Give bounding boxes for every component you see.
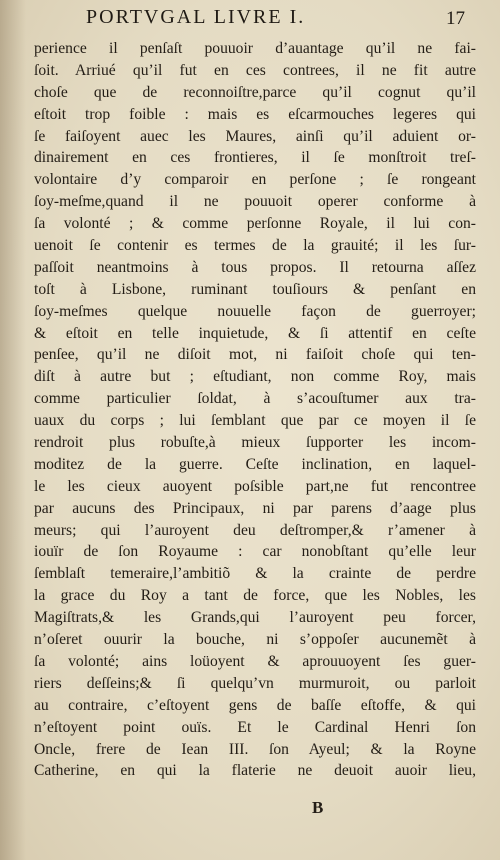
text-line: toſt à Lisbone, ruminant touſiours & penſant en — [34, 280, 476, 298]
text-line: riers deſſeins;& ſi quelqu’vn murmuroit, ou parloit — [34, 674, 476, 692]
page-number: 17 — [446, 8, 465, 29]
text-line: uenoit ſe contenir es termes de la grauité; il les ſur- — [34, 237, 476, 255]
text-line: Catherine, en qui la flaterie ne deuoit auoir lieu, — [34, 762, 476, 780]
text-line: volontaire d’y comparoir en perſone ; ſe rongeant — [34, 171, 476, 189]
text-line: penſee, qu’il ne diſoit mot, ni faiſoit choſe qui ten- — [34, 346, 476, 364]
text-line: uaux du corps ; lui ſemblant que par ce moyen il ſe — [34, 412, 476, 430]
text-line: ſoy-meſme,quand il ne pouuoit operer conforme à — [34, 193, 476, 211]
text-line: ſa volonté ; & comme perſonne Royale, il lui con- — [34, 215, 476, 233]
text-line: ſoy-meſmes quelque nouuelle façon de guerroyer; — [34, 302, 476, 320]
text-line: eſtoit trop foible : mais es eſcarmouches legeres qui — [34, 105, 476, 123]
text-line: ſa volonté; ains loüoyent & aprouuoyent ſes guer- — [34, 652, 476, 670]
text-line: n’oſeret ouurir la bouche, ni s’oppoſer aucunemẽt à — [34, 631, 476, 649]
text-line: choſe que de reconnoiſtre,parce qu’il cognut qu’il — [34, 83, 476, 101]
running-title: PORTVGAL LIVRE I. — [86, 6, 306, 28]
text-line: Oncle, frere de Iean III. ſon Ayeul; & la Royne — [34, 740, 476, 758]
text-line: meurs; qui l’auroyent deu deſtromper,& r’amener à — [34, 521, 476, 539]
text-line: perience il penſaſt pouuoir d’auantage qu’il ne fai- — [34, 40, 476, 57]
text-line: diſt à autre but ; eſtudiant, non comme Roy, mais — [34, 368, 476, 386]
text-line: n’eſtoyent point ouïs. Et le Cardinal Henri ſon — [34, 718, 476, 736]
text-line: ſoit. Arriué qu’il fut en ces contrees, il ne fit autre — [34, 61, 476, 79]
text-line: par aucuns des Principaux, ni par parens d’aage plus — [34, 499, 476, 517]
text-line: le les cieux auoyent poſsible part,ne fut rencontree — [34, 477, 476, 495]
text-line: iouïr de ſon Royaume : car nonobſtant qu’elle leur — [34, 543, 476, 561]
text-line: au contraire, c’eſtoyent gens de baſſe eſtoffe, & qui — [34, 696, 476, 714]
text-line: paſſoit neantmoins à tous propos. Il retourna aſſez — [34, 258, 476, 276]
body-text — [34, 38, 476, 782]
text-line: Magiſtrats,& les Grands,qui l’auroyent peu forcer, — [34, 609, 476, 627]
text-line: & eſtoit en telle inquietude, & ſi attentif en ceſte — [34, 324, 476, 342]
signature-mark: B — [312, 798, 324, 817]
text-line: ſe faiſoyent auec les Maures, ainſi qu’il aduient or- — [34, 127, 476, 145]
gutter-shadow — [0, 0, 26, 860]
text-line: comme particulier ſoldat, à s’acouſtumer aux tra- — [34, 390, 476, 408]
text-line: ſemblaſt temeraire,l’ambitiõ & la crainte de perdre — [34, 565, 476, 583]
text-line: la grace du Roy a tant de force, que les Nobles, les — [34, 587, 476, 605]
text-line: moditez de la guerre. Ceſte inclination, en laquel- — [34, 455, 476, 473]
page-header — [0, 6, 500, 36]
text-line: dinairement en ces frontieres, il ſe monſtroit treſ- — [34, 149, 476, 167]
text-line: rendroit plus robuſte,à mieux ſupporter les incom- — [34, 434, 476, 452]
